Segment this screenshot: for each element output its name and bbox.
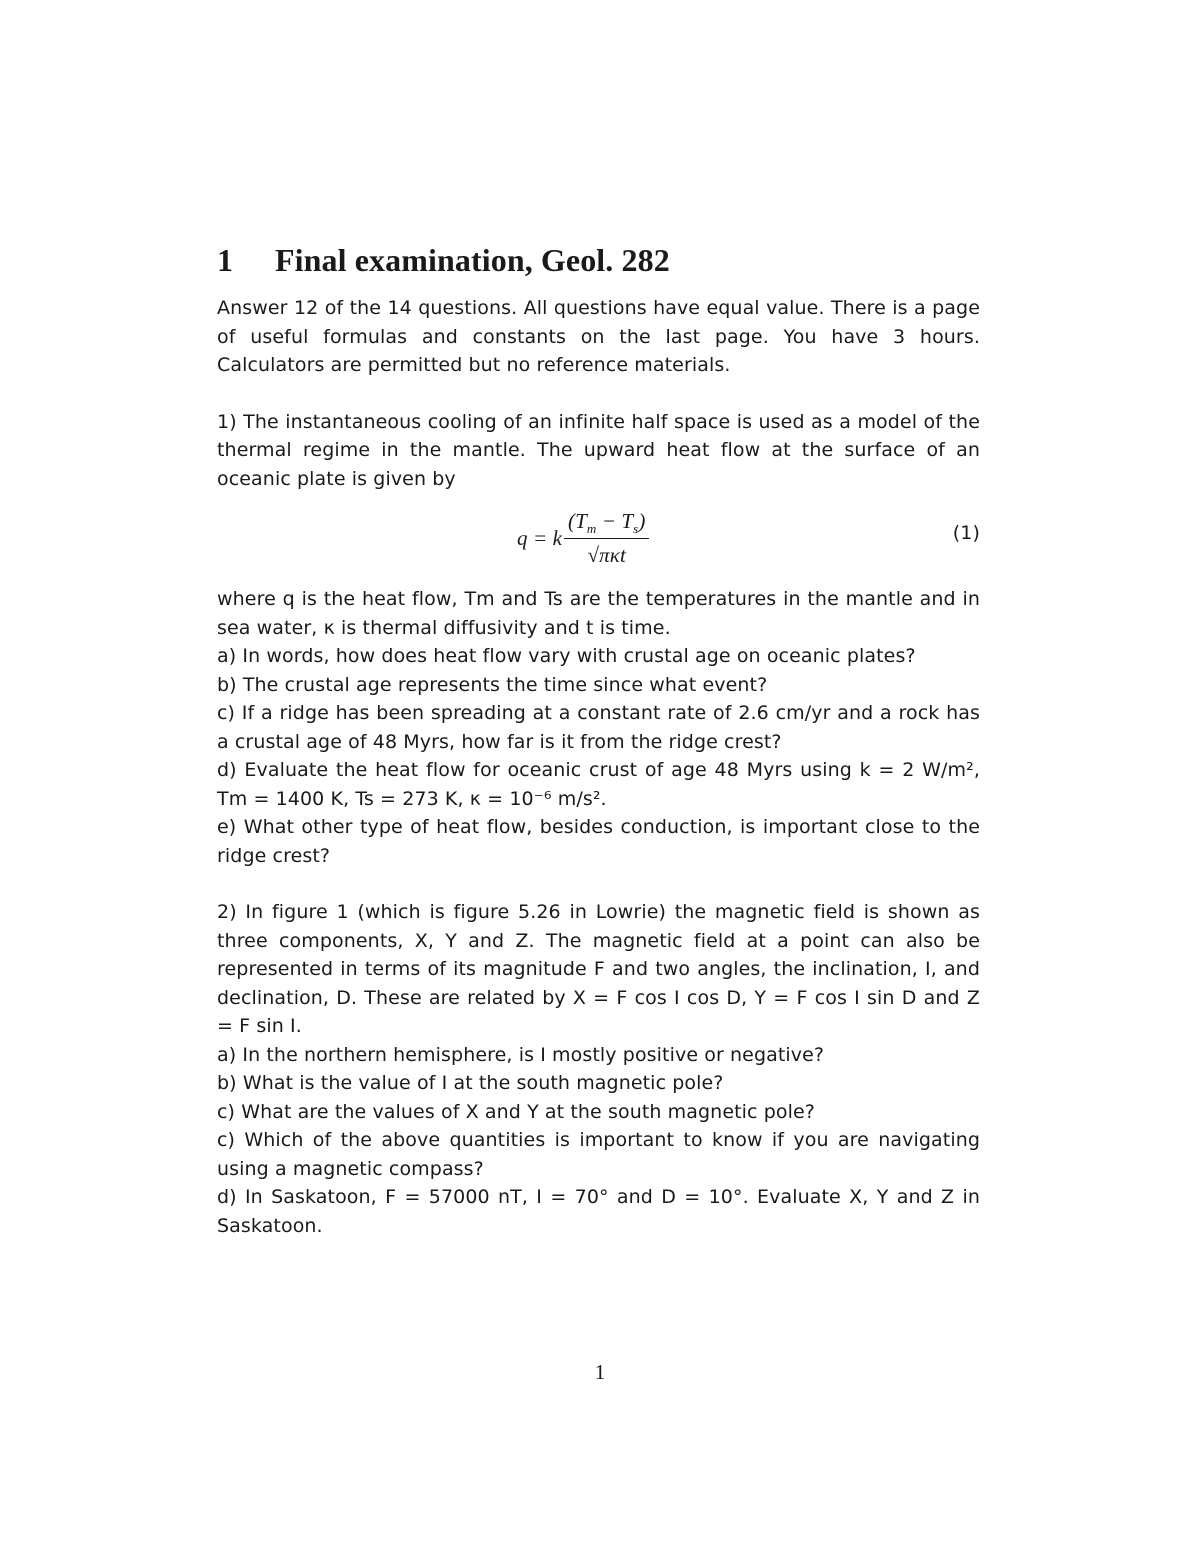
section-title: Final examination, Geol. 282 (275, 242, 670, 278)
question-1-where: where q is the heat flow, Tm and Ts are the temperatures in the mantle and in sea water, κ is thermal diffusivity and t is time. (217, 588, 980, 639)
question-1-part-b: b) The crustal age represents the time since what event? (217, 673, 768, 696)
equation-numerator: $(T_m - T_s)$ (564, 507, 649, 539)
equation-fraction (564, 507, 649, 569)
question-1-part-c: c) If a ridge has been spreading at a constant rate of 2.6 cm/yr and a rock has a crustal age of 48 Myrs, how far is it from the ridge crest? (217, 702, 980, 753)
section-number: 1 (217, 242, 234, 278)
question-1-part-d: d) Evaluate the heat flow for oceanic crust of age 48 Myrs using k = 2 W/m², Tm = 1400 K, Ts = 273 K, κ = 10⁻⁶ m/s². (217, 759, 980, 810)
page-content (217, 240, 980, 1240)
question-2-part-c2: c) Which of the above quantities is important to know if you are navigating using a magnetic compass? (217, 1129, 980, 1180)
section-heading (217, 240, 980, 280)
equation-denominator: √πκt (587, 542, 626, 567)
question-2-part-a: a) In the northern hemisphere, is I mostly positive or negative? (217, 1043, 825, 1066)
question-2-part-b: b) What is the value of I at the south magnetic pole? (217, 1072, 724, 1094)
equation-lhs: q = k (517, 525, 562, 550)
question-1-part-a: a) In words, how does heat flow vary with crustal age on oceanic plates? (217, 645, 916, 667)
question-1-lead: 1) The instantaneous cooling of an infinite half space is used as a model of the thermal regime in the mantle. The upward heat flow at the surface of an oceanic plate is given by (217, 410, 980, 490)
page-number: 1 (594, 1360, 606, 1384)
heat-flow-equation (217, 499, 980, 583)
question-2-part-c: c) What are the values of X and Y at the south magnetic pole? (217, 1100, 815, 1123)
question-1-part-e: e) What other type of heat flow, besides conduction, is important close to the ridge crest? (217, 816, 980, 867)
question-2-lead: 2) In figure 1 (which is figure 5.26 in Lowrie) the magnetic field is shown as three components, X, Y and Z. The magnetic field at a point can also be represented in terms of its magnitude F and two angles, the inclination, I, and declination, D. These are related by X = F cos I cos D, Y = F cos I sin D and Z = F sin I. (217, 901, 980, 1037)
intro-paragraph: Answer 12 of the 14 questions. All questions have equal value. There is a page of useful formulas and constants on the last page. You have 3 hours. Calculators are permitted but no reference materials. (217, 297, 980, 376)
question-2-part-d: d) In Saskatoon, F = 57000 nT, I = 70° and D = 10°. Evaluate X, Y and Z in Saskatoon. (217, 1186, 980, 1237)
equation-number: (1) (952, 522, 980, 544)
